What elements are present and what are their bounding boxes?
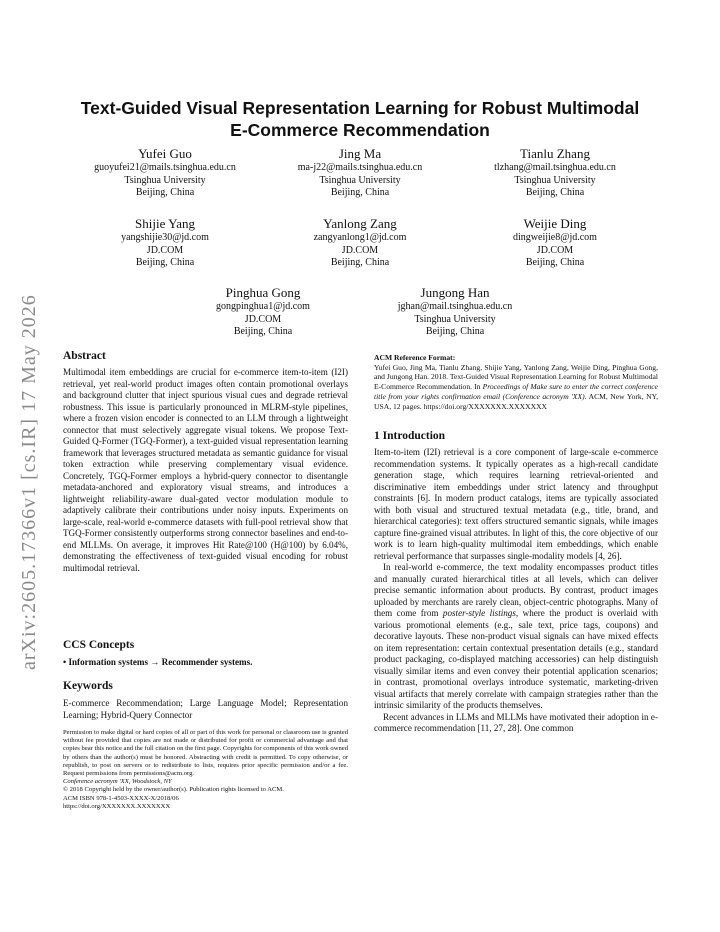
author-email: zangyanlong1@jd.com	[313, 232, 407, 243]
keywords-text: E-commerce Recommendation; Large Language Model; Representation Learning; Hybrid-Query Connector	[63, 698, 348, 720]
author-name: Pinghua Gong	[225, 285, 301, 300]
author-block	[360, 285, 550, 339]
abstract-text: Multimodal item embeddings are crucial for e-commerce item-to-item (I2I) retrieval, yet real-world product images often contain promotional overlays and background clutter that inject spurious visual cues and degrade retrieval robustness. This issue is particularly pronounced in MLRM-style pipelines, where a frozen vision encoder is connected to an LLM through a lightweight connector that must selectively aggregate visual tokens. We propose Text-Guided Q-Former (TGQ-Former), a text-guided visual representation learning framework that leverages structured metadata as semantic guidance for visual token extraction while preserving complementary visual evidence. Concretely, TGQ-Former employs a hybrid-query connector to disentangle metadata-anchored and exploratory visual streams, and introduces a lightweight reliability-aware dual-gated vector modulation module to adaptively calibrate their contributions under noisy inputs. Experiments on large-scale, real-world e-commerce datasets with full-pool retrieval show that TGQ-Former consistently outperforms strong connector baselines and end-to-end MLLMs. On average, it improves Hit Rate@100 (H@100) by 6.04%, demonstrating the effectiveness of text-guided visual encoding for robust multimodal retrieval.	[63, 367, 348, 573]
author-name: Jing Ma	[338, 146, 382, 161]
author-email: tlzhang@mail.tsinghua.edu.cn	[494, 162, 616, 173]
author-affiliation: JD.COM	[244, 313, 282, 325]
doi-line: https://doi.org/XXXXXXX.XXXXXXX	[63, 802, 171, 810]
author-affiliation: Tsinghua University	[514, 174, 596, 186]
author-email: gongpinghua1@jd.com	[216, 301, 310, 312]
author-location: Beijing, China	[330, 257, 390, 268]
intro-paragraph: Item-to-item (I2I) retrieval is a core component of large-scale e-commerce recommendation systems. It typically operates as a high-recall candidate generation stage, which requires learning retrieval-oriented and discriminative item embeddings under strict latency and throughput constraints [6]. In modern product catalogs, items are typically associated with both visual and structured textual metadata (e.g., title, brand, and hierarchical categories): text offers structured semantic signals, while images capture fine-grained visual attributes. In light of this, the core objective of our work is to learn high-quality multimodal item embeddings, which enable retrieval performance that surpasses single-modality models [4, 26].	[374, 447, 658, 561]
author-block	[70, 146, 260, 200]
author-block	[265, 216, 455, 270]
ccs-heading: CCS Concepts	[63, 639, 135, 651]
author-location: Beijing, China	[425, 326, 485, 337]
author-affiliation: JD.COM	[146, 244, 184, 256]
isbn-line: ACM ISBN 978-1-4503-XXXX-X/2018/06	[63, 794, 179, 802]
intro-paragraph: Recent advances in LLMs and MLLMs have motivated their adoption in e-commerce recommendation [11, 27, 28]. One common	[374, 711, 658, 733]
permission-block	[63, 729, 348, 811]
acm-ref-text: Yufei Guo, Jing Ma, Tianlu Zhang, Shijie Yang, Yanlong Zang, Weijie Ding, Pinghua Gong, and Jungong Han. 2018. Text-Guided Visual Representation Learning for Robust Multimodal E-Commerce Recommendation. In	[374, 362, 658, 392]
keywords-heading: Keywords	[63, 680, 113, 692]
author-name: Shijie Yang	[135, 216, 195, 231]
author-block	[460, 216, 650, 270]
author-name: Weijie Ding	[523, 216, 587, 231]
abstract-heading: Abstract	[63, 350, 106, 362]
author-location: Beijing, China	[135, 187, 195, 198]
acm-ref-proceedings: Proceedings of Make sure to enter the correct conference title from your rights confirmation email (Conference acronym 'XX).	[374, 382, 659, 401]
paragraph-emphasis: poster-style listings	[442, 608, 516, 618]
author-email: jghan@mail.tsinghua.edu.cn	[397, 301, 513, 312]
author-name: Tianlu Zhang	[520, 146, 590, 161]
author-name: Jungong Han	[420, 285, 490, 300]
author-email: ma-j22@mails.tsinghua.edu.cn	[297, 162, 423, 173]
author-email: dingweijie8@jd.com	[513, 232, 597, 243]
author-location: Beijing, China	[233, 326, 293, 337]
author-affiliation: Tsinghua University	[124, 174, 206, 186]
paper-title: Text-Guided Visual Representation Learning for Robust Multimodal E-Commerce Recommendation	[80, 98, 640, 140]
author-block	[168, 285, 358, 339]
intro-body	[374, 447, 658, 735]
author-affiliation: Tsinghua University	[319, 174, 401, 186]
intro-paragraph	[374, 562, 658, 712]
author-location: Beijing, China	[525, 257, 585, 268]
author-location: Beijing, China	[330, 187, 390, 198]
acm-ref-publisher: ACM, New York, NY, USA, 12 pages. https://doi.org/XXXXXXX.XXXXXXX	[374, 391, 658, 411]
author-block	[70, 216, 260, 270]
ccs-text: • Information systems → Recommender systems.	[63, 657, 253, 667]
author-name: Yufei Guo	[138, 146, 192, 161]
author-block	[460, 146, 650, 200]
acm-ref-heading: ACM Reference Format:	[374, 353, 456, 362]
intro-heading: 1 Introduction	[374, 430, 446, 442]
permission-text: Permission to make digital or hard copies of all or part of this work for personal or classroom use is granted without fee provided that copies are not made or distributed for profit or commercial advantage and that copies bear this notice and the full citation on the first page. Copyrights for components of this work owned by others than the author(s) must be honored. Abstracting with credit is permitted. To copy otherwise, or republish, to post on servers or to redistribute to lists, requires prior specific permission and/or a fee. Request permissions from permissions@acm.org.	[63, 729, 348, 778]
author-affiliation: Tsinghua University	[414, 313, 496, 325]
acm-reference	[374, 353, 658, 411]
arxiv-stamp: arXiv:2605.17366v1 [cs.IR] 17 May 2026	[18, 294, 40, 670]
author-affiliation: JD.COM	[536, 244, 574, 256]
paragraph-text: In real-world e-commerce, the text modality encompasses product titles and manually curated hierarchical titles at all levels, which can deliver precise semantic information about products. By contrast, product images uploaded by merchants are rarely clean, object-centric photographs. Many of them come from	[374, 562, 658, 618]
conference-line: Conference acronym 'XX, Woodstock, NY	[63, 778, 172, 786]
author-block	[265, 146, 455, 200]
paragraph-text: , where the product is overlaid with various promotional elements (e.g., sale text, price tags, coupons) and decorative layouts. These non-product visual signals can have mixed effects on item representation: certain contextual presentation details (e.g., standard product packaging, co-displayed matching accessories) can help distinguish visually similar items and even convey their potential application scenarios; in contrast, promotional overlays introduce systematic, marketing-driven visual artifacts that merely correlate with campaign strategies rather than the intrinsic similarity of the products themselves.	[374, 608, 659, 710]
author-name: Yanlong Zang	[323, 216, 397, 231]
author-email: yangshijie30@jd.com	[121, 232, 209, 243]
author-location: Beijing, China	[525, 187, 585, 198]
author-email: guoyufei21@mails.tsinghua.edu.cn	[94, 162, 236, 173]
author-location: Beijing, China	[135, 257, 195, 268]
copyright-line: © 2018 Copyright held by the owner/author(s). Publication rights licensed to ACM.	[63, 786, 284, 794]
author-affiliation: JD.COM	[341, 244, 379, 256]
